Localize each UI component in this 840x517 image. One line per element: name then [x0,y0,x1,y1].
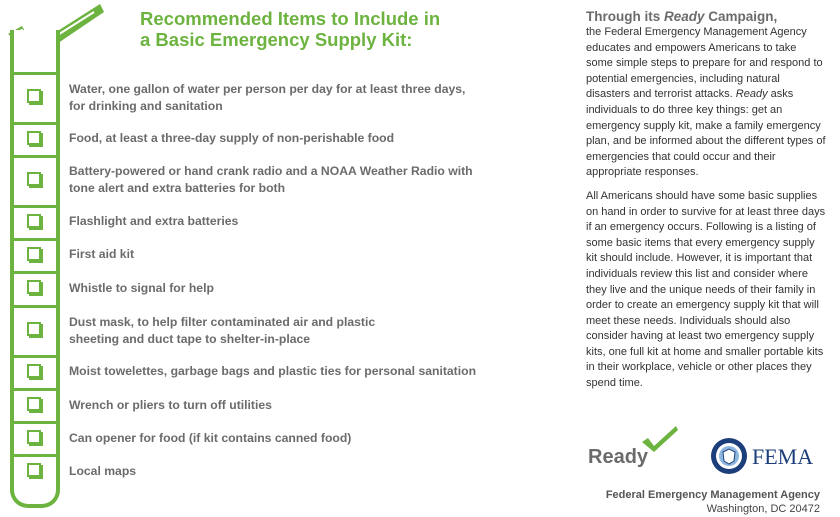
item-line-1: Wrench or pliers to turn off utilities [69,398,272,412]
row-divider [14,122,58,125]
ready-wordmark: Ready [588,446,649,468]
row-divider [14,205,58,208]
campaign-paragraph-2: All Americans should have some basic supplies on hand in order to survive for at least three days if an emergency occurs. Following is a listing of some basic items that every emergency supply kit should include. However, it is important that individuals review this list and consider where they live and the unique needs of their family in order to create an emergency supply kit that will meet these needs. Individuals should also consider having at least two emergency supply kits, one full kit at home and smaller portable kits in their workplace, vehicle or other places they spend time. [586,189,826,390]
row-divider [14,155,58,158]
fema-wordmark: FEMA [752,444,814,469]
checkbox[interactable] [27,463,41,477]
item-line-1: Local maps [69,464,137,478]
checkbox[interactable] [27,214,41,228]
checkbox[interactable] [27,131,41,145]
checkbox[interactable] [27,397,41,411]
item-line-1: Food, at least a three-day supply of non-perishable food [69,131,395,145]
dhs-seal-icon [710,437,748,475]
item-line-1: Water, one gallon of water per person per day for at least three days, [69,82,466,96]
agency-name: Federal Emergency Management Agency [605,489,820,501]
page-title [140,8,560,50]
checkbox[interactable] [27,247,41,261]
checkbox[interactable] [27,280,41,294]
agency-address: Washington, DC 20472 [706,503,820,515]
row-divider [14,238,58,241]
item-line-2: for drinking and sanitation [69,99,223,113]
campaign-paragraph-1: the Federal Emergency Management Agency educates and empowers Americans to take some simple steps to prepare for and respond to potential emergencies, including natural disasters and terrorist attacks. Ready asks individuals to do three key things: get an emergency supply kit, make a family emergency plan, and be informed about the different types of emergencies that could occur and their appropriate responses. [586,26,826,179]
item-line-1: Dust mask, to help filter contaminated air and plastic [69,315,376,329]
ready-checkmark-icon [640,424,680,454]
campaign-description [586,8,826,400]
item-line-2: sheeting and duct tape to shelter-in-place [69,332,311,346]
row-divider [14,305,58,308]
agency-footer [606,488,820,516]
row-divider [14,454,58,457]
row-divider [14,271,58,274]
checkbox[interactable] [27,364,41,378]
row-divider [14,355,58,358]
ready-logo [588,424,688,474]
item-line-1: Can opener for food (if kit contains canned food) [69,431,352,445]
row-divider [14,72,58,75]
item-line-1: Moist towelettes, garbage bags and plastic ties for personal sanitation [69,364,477,378]
checkbox[interactable] [27,322,41,336]
campaign-heading: Through its Ready Campaign, [586,9,778,24]
title-line-2: a Basic Emergency Supply Kit: [140,29,413,50]
item-line-1: First aid kit [69,247,135,261]
checkbox[interactable] [27,172,41,186]
item-line-1: Whistle to signal for help [69,281,214,295]
item-line-2: tone alert and extra batteries for both [69,181,286,195]
title-line-1: Recommended Items to Include in [140,8,441,29]
checkbox[interactable] [27,89,41,103]
checkbox[interactable] [27,430,41,444]
row-divider [14,421,58,424]
row-divider [14,388,58,391]
item-line-1: Battery-powered or hand crank radio and a NOAA Weather Radio with [69,164,473,178]
item-line-1: Flashlight and extra batteries [69,214,239,228]
